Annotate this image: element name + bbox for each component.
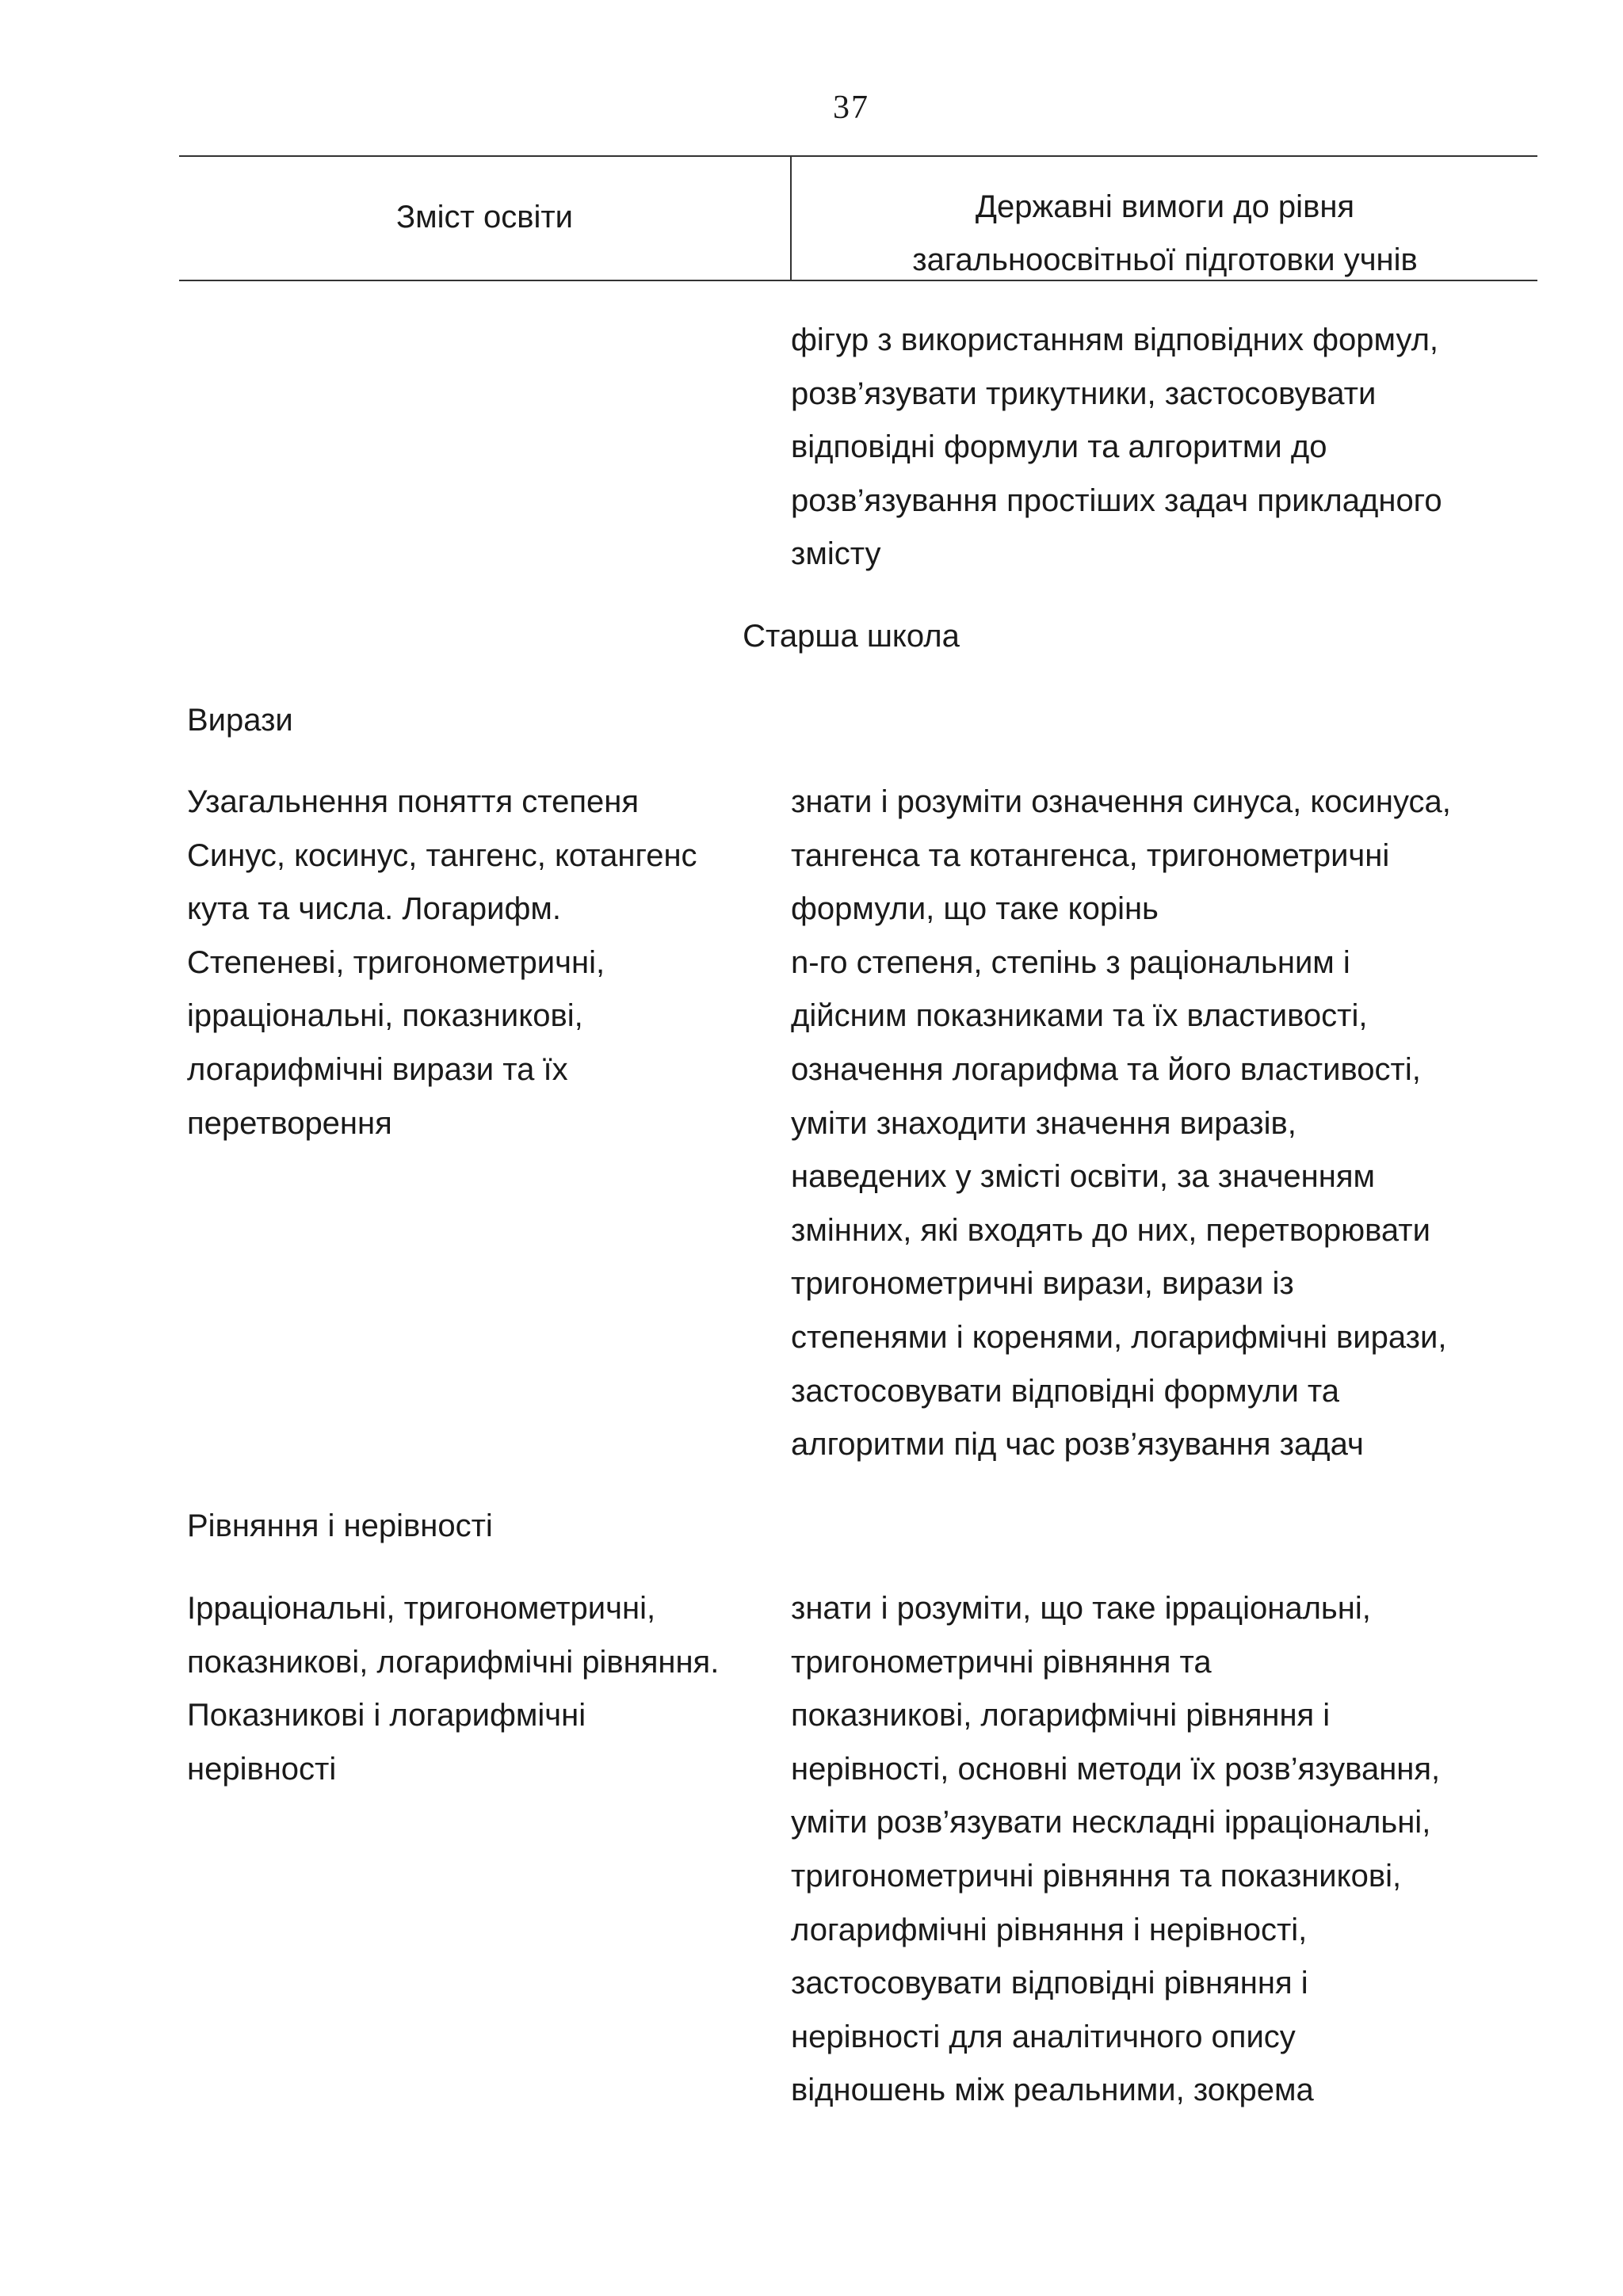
text-line: змінних, які входять до них, перетворювати	[791, 1212, 1430, 1248]
text-line: алгоритми під час розв’язування задач	[791, 1427, 1364, 1463]
text-line: n-го степеня, степінь з раціональним і	[791, 944, 1350, 980]
text-line: відповідні формули та алгоритми до	[791, 429, 1327, 465]
table-header-requirements-line: загальноосвітньої підготовки учнів	[912, 242, 1418, 277]
text-line: відношень між реальними, зокрема	[791, 2073, 1314, 2108]
text-line: кута та числа. Логарифм.	[187, 891, 561, 927]
text-line: Ірраціональні, тригонометричні,	[187, 1591, 656, 1626]
text-line: розв’язування простіших задач прикладного	[791, 482, 1442, 518]
table-header-content-column	[179, 155, 790, 280]
text-line: нерівності	[187, 1751, 337, 1787]
text-line: показникові, логарифмічні рівняння і	[791, 1698, 1331, 1733]
text-line: логарифмічні рівняння і нерівності,	[791, 1912, 1308, 1947]
topic-title-equations: Рівняння і нерівності	[187, 1508, 493, 1543]
text-line: Синус, косинус, тангенс, котангенс	[187, 837, 697, 873]
expressions-content	[187, 776, 697, 1150]
text-line: тригонометричні рівняння та	[791, 1644, 1212, 1680]
text-line: ірраціональні, показникові,	[187, 998, 583, 1034]
text-line: означення логарифма та його властивості,	[791, 1051, 1421, 1087]
equations-content	[187, 1582, 719, 1796]
text-line: тригонометричні рівняння та показникові,	[791, 1858, 1402, 1894]
text-line: застосовувати відповідні формули та	[791, 1373, 1340, 1409]
continuation-requirements	[791, 314, 1442, 582]
table-header-content-label: Зміст освіти	[395, 200, 574, 235]
text-line: розв’язувати трикутники, застосовувати	[791, 376, 1377, 411]
topic-title-expressions: Вирази	[187, 703, 293, 738]
text-line: знати і розуміти, що таке ірраціональні,	[791, 1591, 1371, 1626]
text-line: тангенса та котангенса, тригонометричні	[791, 837, 1390, 873]
table-header-requirements-column	[792, 181, 1537, 287]
equations-requirements	[791, 1582, 1440, 2118]
text-line: застосовувати відповідні рівняння і	[791, 1966, 1308, 2001]
section-title: Старша школа	[743, 619, 960, 654]
text-line: Узагальнення поняття степеня	[187, 784, 640, 819]
text-line: нерівності для аналітичного опису	[791, 2019, 1296, 2054]
text-line: уміти знаходити значення виразів,	[791, 1105, 1296, 1141]
text-line: перетворення	[187, 1105, 392, 1141]
text-line: наведених у змісті освіти, за значенням	[791, 1159, 1375, 1195]
text-line: дійсним показниками та їх властивості,	[791, 998, 1368, 1034]
text-line: нерівності, основні методи їх розв’язування,	[791, 1751, 1441, 1787]
expressions-requirements	[791, 776, 1451, 1472]
text-line: тригонометричні вирази, вирази із	[791, 1266, 1294, 1302]
text-line: знати і розуміти означення синуса, косинуса,	[791, 784, 1451, 819]
page-number: 37	[833, 90, 869, 126]
text-line: показникові, логарифмічні рівняння.	[187, 1644, 720, 1680]
text-line: формули, що таке корінь	[791, 891, 1159, 927]
text-line: логарифмічні вирази та їх	[187, 1051, 568, 1087]
text-line: Степеневі, тригонометричні,	[187, 944, 605, 980]
table-header-divider	[790, 155, 792, 280]
text-line: степенями і коренями, логарифмічні вирази,	[791, 1319, 1447, 1355]
text-line: уміти розв’язувати нескладні ірраціональні,	[791, 1805, 1431, 1840]
table-header-requirements-line: Державні вимоги до рівня	[975, 189, 1355, 224]
text-line: фігур з використанням відповідних формул,	[791, 322, 1439, 357]
text-line: Показникові і логарифмічні	[187, 1698, 586, 1733]
text-line: змісту	[791, 536, 881, 572]
